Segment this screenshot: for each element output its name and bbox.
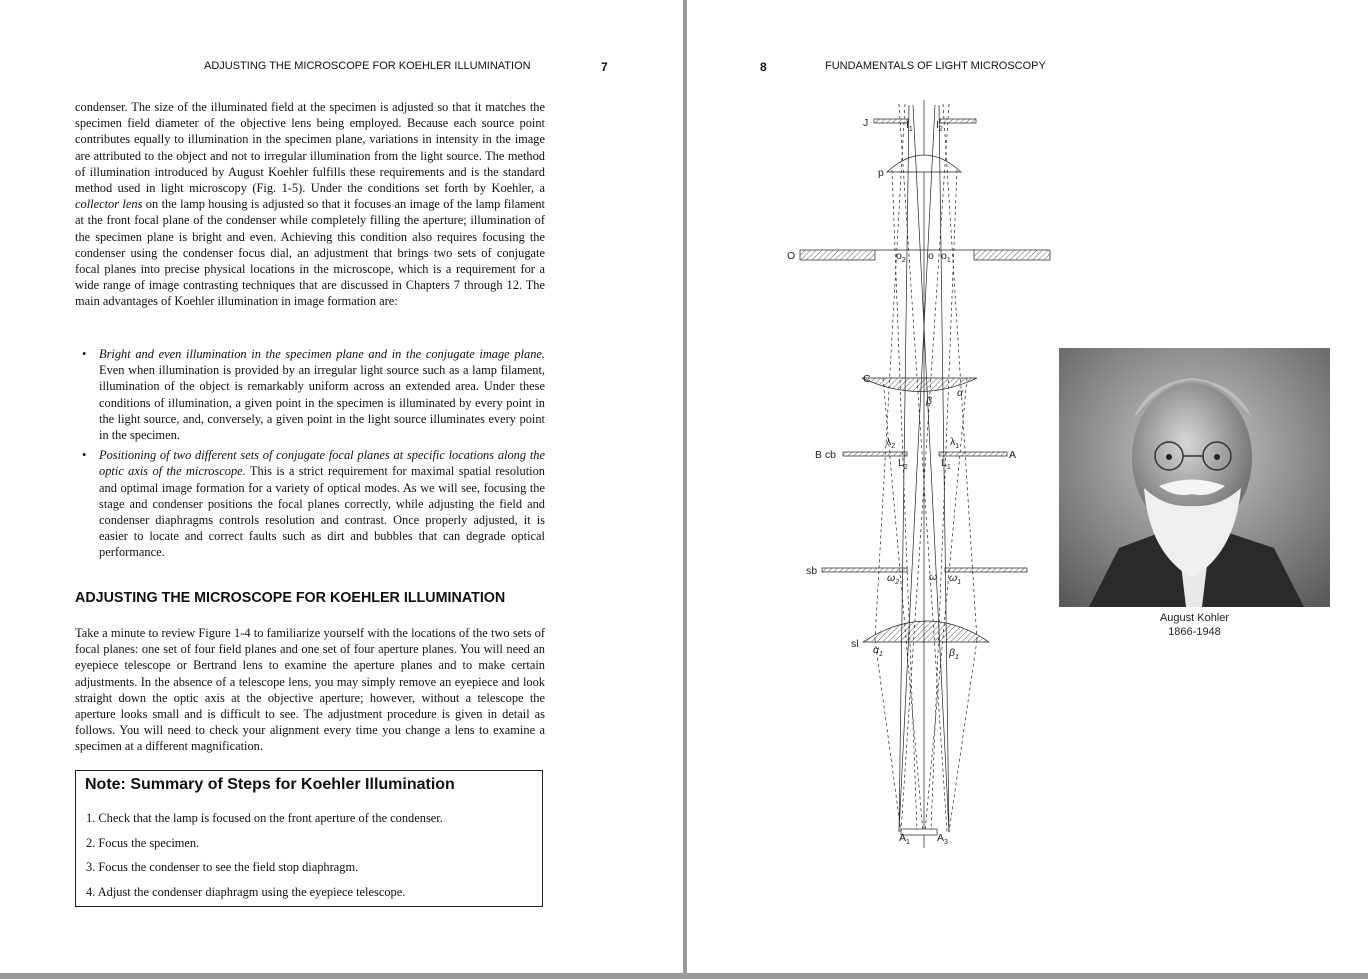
label-alpha1: $\alpha_1$: [873, 644, 883, 658]
label-beta: β: [926, 395, 932, 407]
list-item: [75, 346, 545, 443]
label-c: C: [863, 373, 871, 385]
plane-o-right: [974, 250, 1050, 260]
note-step: 1. Check that the lamp is focused on the front aperture of the condenser.: [86, 811, 443, 825]
running-head-right: FUNDAMENTALS OF LIGHT MICROSCOPY: [825, 60, 1046, 72]
plane-bcb-left: [843, 452, 907, 456]
label-l1: $L_1$: [941, 457, 951, 471]
advantages-list: [75, 346, 545, 565]
label-alpha: α: [957, 387, 963, 399]
body-paragraph-2: Take a minute to review Figure 1-4 to familiarize yourself with the locations of the two sets of focal planes: one set of four field planes and one set of four aperture planes. You will need an eyepiece telescope or Bertrand lens to examine the aperture planes and to make certain adjustments. In the absence of a telescope lens, you may simply remove an eyepiece and look straight down the optic axis at the objective aperture; however, without a telescope the aperture looks small and is difficult to see. The adjustment procedure is given in detail as follows. You will need to check your alignment every time you change a lens to examine a specimen at a different magnification.: [75, 626, 545, 754]
label-omega1: $\omega_1$: [949, 572, 962, 586]
label-i1: $I_1$: [906, 119, 913, 133]
section-heading: ADJUSTING THE MICROSCOPE FOR KOEHLER ILLUMINATION: [75, 590, 506, 606]
label-b-cb: B cb: [815, 449, 837, 461]
label-l2: $L_2$: [898, 457, 908, 471]
label-a3: $A_3$: [937, 832, 948, 846]
paragraph-1-text-rest: on the lamp housing is adjusted so that it focuses an image of the lamp filament at the front focal plane of the condenser while completely filling the aperture; illumination of the specimen plane is bright and even. Achieving this condition also requires focusing the condenser using the condenser focus dial, an adjustment that brings two sets of conjugate focal planes into precise physical locations in the microscope, which is a requirement for a wide range of image contrasting techniques that are discussed in Chapters 7 through 12. The main advantages of Koehler illumination in image formation are:: [75, 197, 545, 309]
label-sl: sl: [851, 638, 859, 650]
lamp-filament: [901, 829, 937, 835]
list-item: [75, 447, 545, 560]
portrait-caption-years: 1866-1948: [1168, 626, 1221, 638]
plane-sb-right: [945, 568, 1027, 572]
label-lambda2: $\lambda_2$: [886, 436, 896, 450]
paragraph-1-text: condenser. The size of the illuminated field at the specimen is adjusted so that it matches the specimen field diameter of the objective lens being employed. Because each source point contributes equally to illumination in the specimen plane, variations in intensity in the image are attributed to the object and not to irregular illumination from the light source. The method of illumination introduced by August Koehler fulfills these requirements and is the standard method used in light microscopy (Fig. 1-5). Under the conditions set forth by Koehler, a: [75, 100, 545, 196]
bullet-text: This is a strict requirement for maximal spatial resolution and optimal image formation for a variety of optical modes. As we will see, focusing the stage and condenser positions the focal planes correctly, while adjusting the field and condenser diaphragms controls resolution and contrast. Once properly adjusted, it is easier to locate and correct faults such as dirt and bubbles that can degrade optical performance.: [99, 464, 545, 560]
body-paragraph-1: [75, 99, 545, 310]
label-j: J: [863, 117, 869, 129]
label-beta1: $\beta_1$: [949, 647, 959, 661]
label-omega2: $\omega_2$: [887, 572, 900, 586]
lens-sl: [863, 621, 989, 642]
note-box: [75, 770, 543, 907]
label-o1: $o_1$: [941, 250, 951, 264]
running-head-left: ADJUSTING THE MICROSCOPE FOR KOEHLER ILLUMINATION: [204, 60, 531, 72]
note-step: 2. Focus the specimen.: [86, 835, 200, 850]
dashed-rays: [875, 104, 977, 832]
page-number-left: 7: [601, 60, 608, 74]
label-o-plane: O: [787, 250, 796, 262]
bullet-lead: Positioning of two different sets of conjugate focal planes at specific locations along the optic axis of the microscope.: [99, 448, 545, 479]
label-p: p: [878, 167, 884, 179]
label-a1: $A_1$: [899, 832, 910, 846]
note-step: 4. Adjust the condenser diaphragm using the eyepiece telescope.: [86, 884, 406, 899]
note-title: Note: Summary of Steps for Koehler Illumination: [85, 776, 455, 793]
label-a-plane: A: [1009, 449, 1017, 461]
label-sb: sb: [806, 565, 818, 577]
bullet-text: Even when illumination is provided by an irregular light source such as a lamp filament, illumination of the object is remarkably uniform across an extended area. Under these conditions of illumination, a given point in the specimen is illuminated by every point in the light source, and, conversely, a given point in the light source illuminates every point in the specimen.: [99, 363, 545, 443]
label-lambda1: $\lambda_1$: [950, 436, 960, 450]
plane-o-left: [800, 250, 875, 260]
portrait-caption-name: August Kohler: [1159, 612, 1230, 624]
plane-bcb-right: [939, 452, 1007, 456]
portrait-photo: [1059, 348, 1330, 607]
page-number-right: 8: [760, 60, 767, 74]
right-page: [687, 0, 1368, 973]
bullet-lead: Bright and even illumination in the specimen plane and in the conjugate image plane.: [99, 347, 545, 361]
label-o2: $o_2$: [896, 250, 906, 264]
label-omega: ω: [929, 571, 938, 583]
lens-p: [887, 155, 961, 172]
left-page: [0, 0, 683, 973]
paragraph-1-emphasis: collector lens: [75, 197, 143, 212]
label-i2: $I_2$: [936, 119, 943, 133]
note-steps: [86, 811, 443, 909]
plane-j-left: [874, 119, 908, 123]
note-step: 3. Focus the condenser to see the field stop diaphragm.: [86, 860, 359, 874]
plane-j-right: [940, 119, 976, 123]
label-o: o: [928, 250, 934, 262]
